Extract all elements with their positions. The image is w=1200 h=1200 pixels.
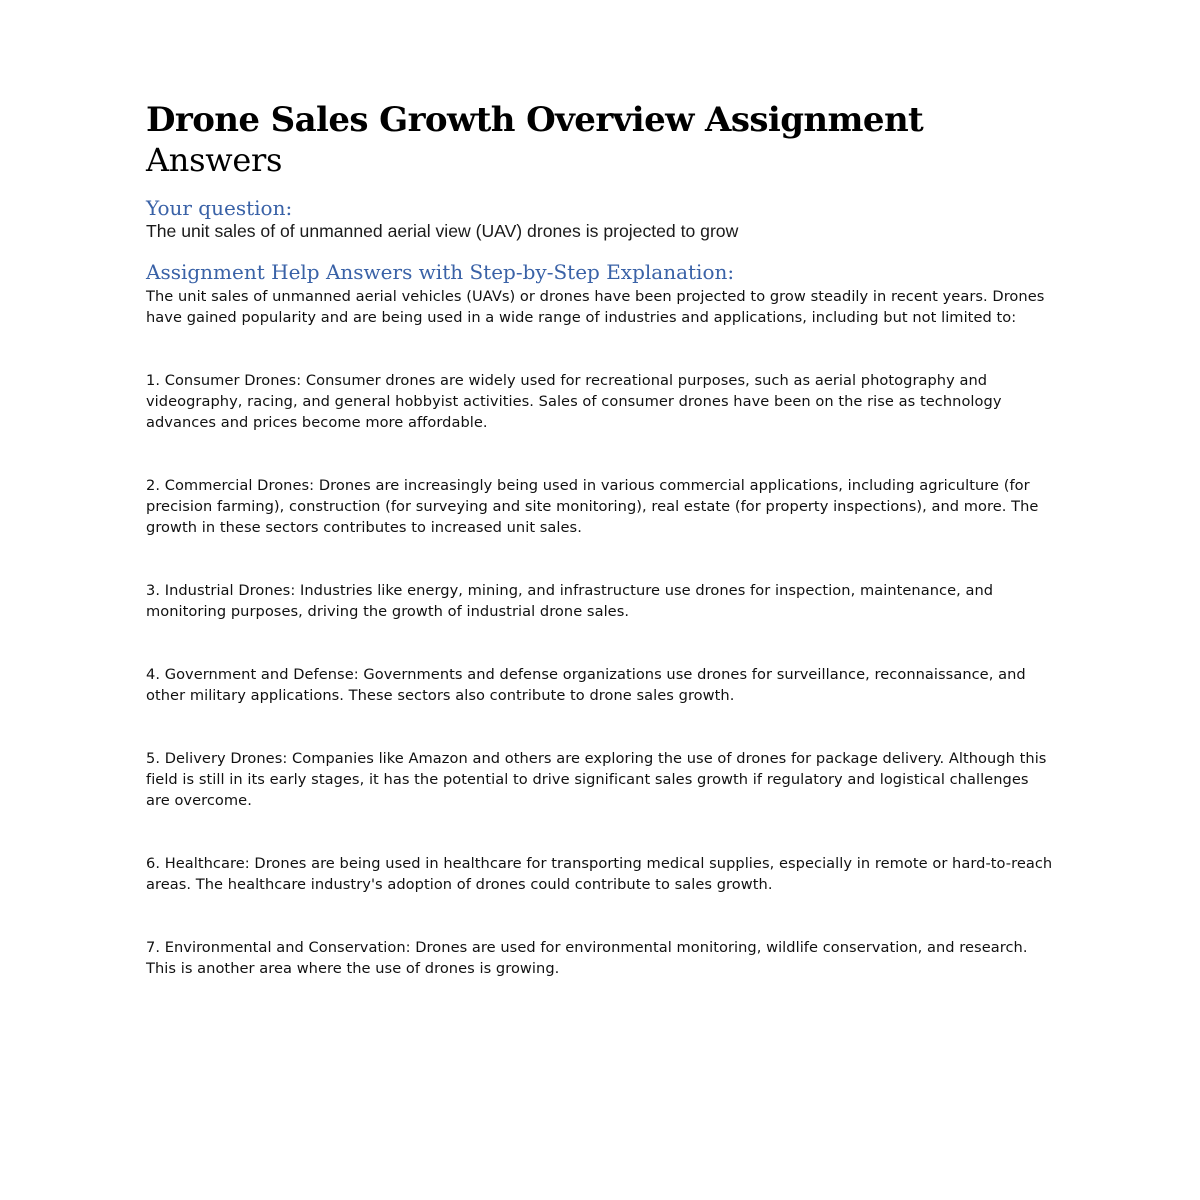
answer-item-commercial: 2. Commercial Drones: Drones are increasingly being used in various commercial applications, including agriculture (for precision farming), construction (for surveying and site monitoring), real estate (for property inspections), and more. The growth in these sectors contributes to increased unit sales. [146, 477, 1039, 536]
answer-item-government: 4. Government and Defense: Governments and defense organizations use drones for surveillance, reconnaissance, and other military applications. These sectors also contribute to drone sales growth. [146, 666, 1026, 704]
document-title [146, 100, 1056, 180]
answer-item-delivery: 5. Delivery Drones: Companies like Amazon and others are exploring the use of drones for package delivery. Although this field is still in its early stages, it has the potential to drive significant sales growth if regulatory and logistical challenges are overcome. [146, 750, 1047, 809]
answer-item-industrial: 3. Industrial Drones: Industries like energy, mining, and infrastructure use drones for inspection, maintenance, and monitoring purposes, driving the growth of industrial drone sales. [146, 582, 994, 620]
question-text: The unit sales of of unmanned aerial view (UAV) drones is projected to grow [146, 221, 739, 241]
document-title-sub: Answers [146, 141, 283, 179]
answer-item-consumer: 1. Consumer Drones: Consumer drones are widely used for recreational purposes, such as aerial photography and videography, racing, and general hobbyist activities. Sales of consumer drones have been on the rise as technology advances and prices become more affordable. [146, 372, 1002, 431]
answer-intro: The unit sales of unmanned aerial vehicles (UAVs) or drones have been projected to grow steadily in recent years. Drones have gained popularity and are being used in a wide range of industries and applications, including but not limited to: [146, 288, 1045, 326]
document-page [146, 100, 1056, 979]
answer-item-healthcare: 6. Healthcare: Drones are being used in healthcare for transporting medical supplies, especially in remote or hard-to-reach areas. The healthcare industry's adoption of drones could contribute to sales growth. [146, 855, 1053, 893]
answer-heading: Assignment Help Answers with Step-by-Step Explanation: [146, 260, 735, 284]
answer-item-environmental: 7. Environmental and Conservation: Drones are used for environmental monitoring, wildlife conservation, and research. This is another area where the use of drones is growing. [146, 939, 1028, 977]
document-title-main: Drone Sales Growth Overview Assignment [146, 100, 924, 140]
answer-list [146, 370, 1056, 979]
question-heading: Your question: [146, 196, 293, 220]
